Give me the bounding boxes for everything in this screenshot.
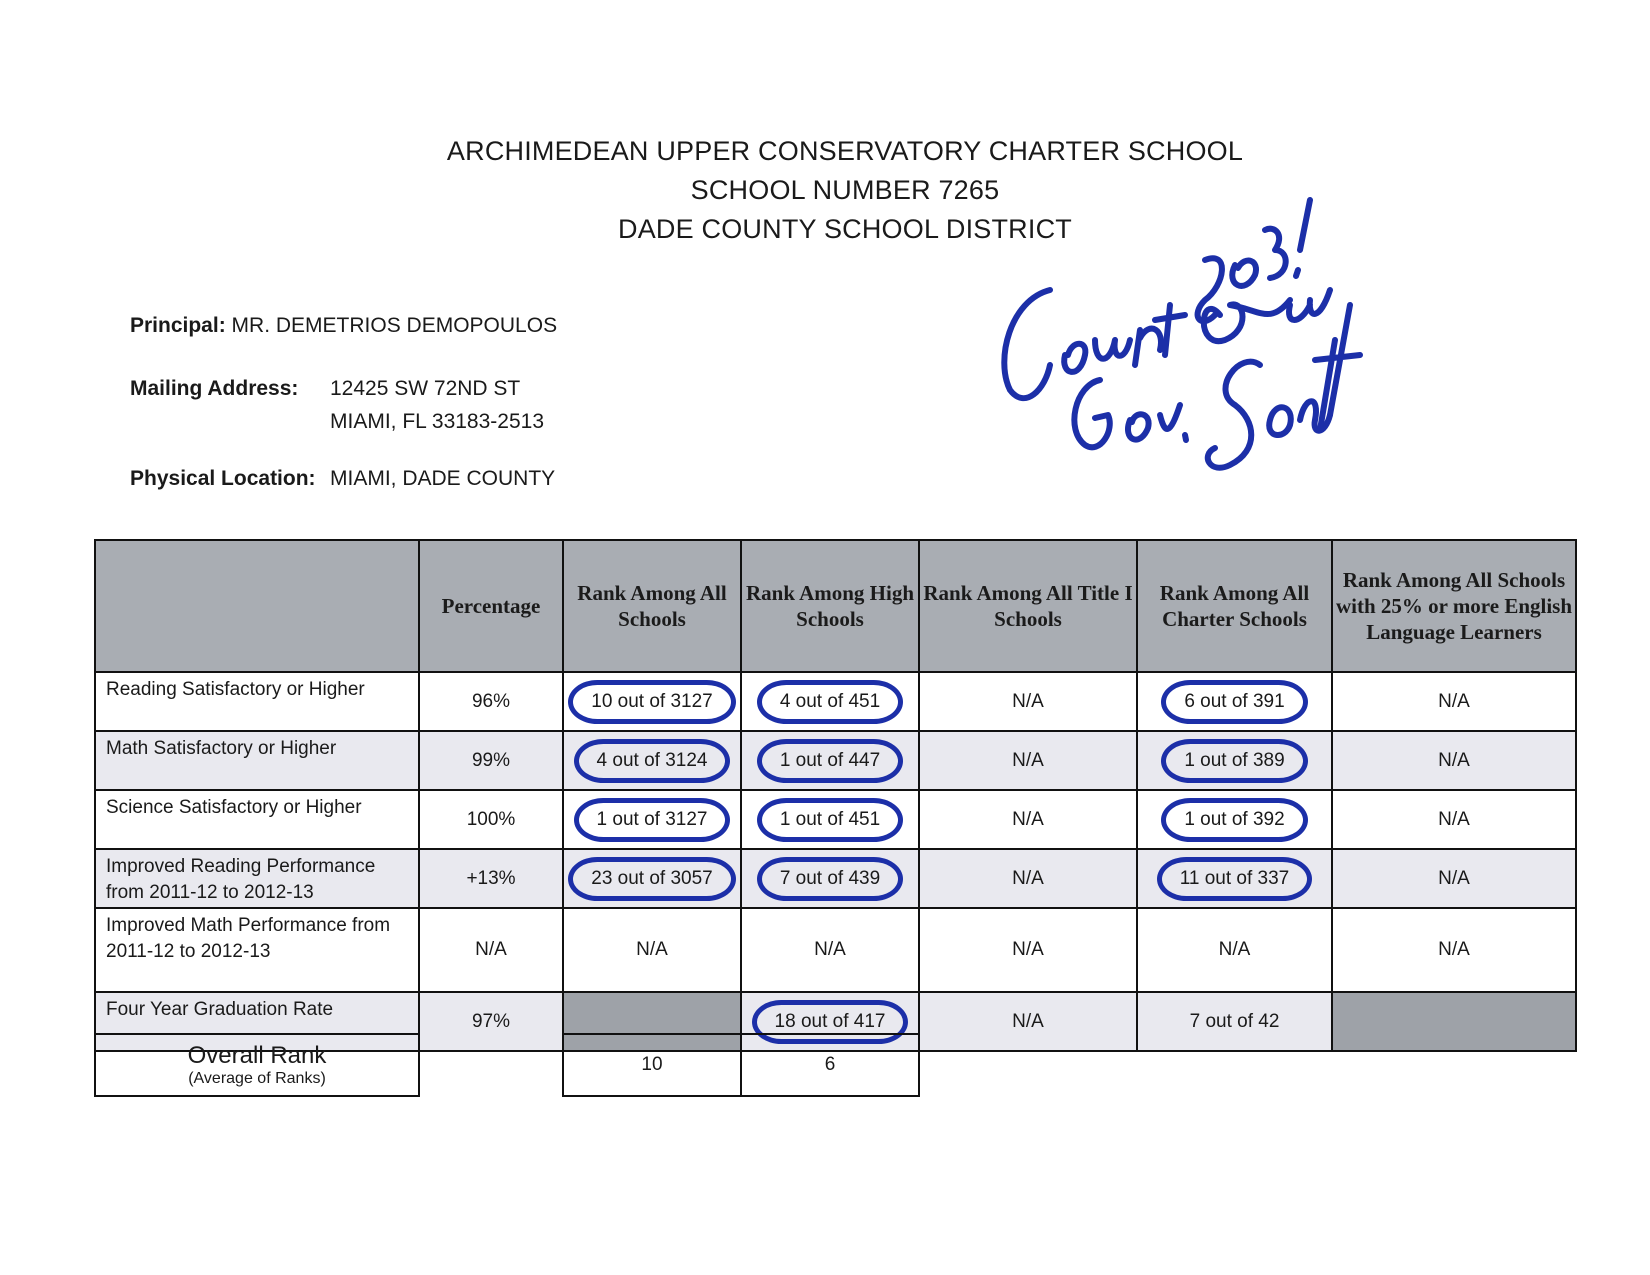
circled-value: 1 out of 392 (1161, 798, 1307, 842)
row-label: Science Satisfactory or Higher (95, 790, 419, 849)
circled-value: 1 out of 3127 (574, 798, 731, 842)
physical-label: Physical Location: (130, 467, 316, 490)
cell-ell-blank (1332, 992, 1576, 1051)
physical-location (130, 467, 556, 491)
cell-percentage: 96% (419, 672, 563, 731)
row-label: Four Year Graduation Rate (95, 992, 419, 1051)
header-percentage: Percentage (419, 540, 563, 672)
cell-ell: N/A (1332, 790, 1576, 849)
header-charter: Rank Among All Charter Schools (1137, 540, 1332, 672)
cell-high-schools: N/A (741, 908, 919, 992)
mailing-line1: 12425 SW 72ND ST (330, 377, 521, 400)
cell-ell: N/A (1332, 672, 1576, 731)
physical-value: MIAMI, DADE COUNTY (330, 467, 556, 490)
cell-charter: N/A (1137, 908, 1332, 992)
circled-value: 18 out of 417 (752, 1000, 909, 1044)
overall-label-cell (95, 1034, 419, 1096)
circled-value: 1 out of 451 (757, 798, 903, 842)
principal-info (130, 314, 557, 338)
cell-high-schools (741, 731, 919, 790)
table-row (95, 849, 1576, 908)
cell-title-i: N/A (919, 849, 1137, 908)
cell-all-schools: N/A (563, 908, 741, 992)
header-high-schools: Rank Among High Schools (741, 540, 919, 672)
cell-title-i: N/A (919, 731, 1137, 790)
cell-charter (1137, 731, 1332, 790)
cell-charter (1137, 672, 1332, 731)
circled-value: 6 out of 391 (1161, 680, 1307, 724)
mailing-address (130, 377, 521, 401)
overall-spacer (419, 1034, 563, 1096)
header-blank (95, 540, 419, 672)
header-ell: Rank Among All Schools with 25% or more English Language Learners (1332, 540, 1576, 672)
circled-value: 1 out of 447 (757, 739, 903, 783)
cell-percentage: +13% (419, 849, 563, 908)
circled-value: 23 out of 3057 (568, 857, 736, 901)
header-row (95, 540, 1576, 672)
row-label: Improved Math Performance from 2011-12 to 2012-13 (95, 908, 419, 992)
circled-value: 4 out of 3124 (574, 739, 731, 783)
cell-ell: N/A (1332, 731, 1576, 790)
row-label: Reading Satisfactory or Higher (95, 672, 419, 731)
table-row (95, 672, 1576, 731)
cell-charter: 7 out of 42 (1137, 992, 1332, 1051)
table-row (95, 790, 1576, 849)
principal-value: MR. DEMETRIOS DEMOPOULOS (231, 314, 558, 337)
overall-all-schools: 10 (563, 1034, 741, 1096)
cell-high-schools (741, 849, 919, 908)
mailing-line2: MIAMI, FL 33183-2513 (330, 410, 544, 433)
school-name: ARCHIMEDEAN UPPER CONSERVATORY CHARTER SCHOOL (446, 136, 1244, 166)
cell-percentage: 100% (419, 790, 563, 849)
cell-charter (1137, 849, 1332, 908)
mailing-label: Mailing Address: (130, 377, 299, 400)
cell-charter (1137, 790, 1332, 849)
circled-value: 10 out of 3127 (568, 680, 736, 724)
row-label: Math Satisfactory or Higher (95, 731, 419, 790)
row-label: Improved Reading Performance from 2011-12 to 2012-13 (95, 849, 419, 908)
circled-value: 4 out of 451 (757, 680, 903, 724)
cell-title-i: N/A (919, 672, 1137, 731)
cell-percentage: 99% (419, 731, 563, 790)
cell-high-schools (741, 672, 919, 731)
principal-label: Principal: (130, 314, 226, 337)
cell-title-i: N/A (919, 790, 1137, 849)
cell-all-schools (563, 672, 741, 731)
cell-all-schools (563, 849, 741, 908)
header-all-schools: Rank Among All Schools (563, 540, 741, 672)
cell-percentage: 97% (419, 992, 563, 1051)
overall-rank-table (94, 1033, 920, 1097)
overall-row (95, 1034, 919, 1096)
circled-value: 11 out of 337 (1157, 857, 1313, 901)
cell-percentage: N/A (419, 908, 563, 992)
cell-ell: N/A (1332, 908, 1576, 992)
cell-all-schools (563, 731, 741, 790)
school-district: DADE COUNTY SCHOOL DISTRICT (618, 214, 1072, 244)
handwritten-signature (990, 190, 1420, 490)
table-row (95, 731, 1576, 790)
overall-high-schools: 6 (741, 1034, 919, 1096)
table-row (95, 908, 1576, 992)
rank-table (94, 539, 1577, 1052)
cell-high-schools (741, 790, 919, 849)
header-title-i: Rank Among All Title I Schools (919, 540, 1137, 672)
overall-subtitle: (Average of Ranks) (188, 1070, 326, 1087)
circled-value: 7 out of 439 (757, 857, 903, 901)
cell-title-i: N/A (919, 908, 1137, 992)
overall-title: Overall Rank (187, 1042, 327, 1069)
circled-value: 1 out of 389 (1161, 739, 1307, 783)
school-number: SCHOOL NUMBER 7265 (690, 175, 1000, 205)
cell-title-i: N/A (919, 992, 1137, 1051)
cell-all-schools (563, 790, 741, 849)
cell-ell: N/A (1332, 849, 1576, 908)
